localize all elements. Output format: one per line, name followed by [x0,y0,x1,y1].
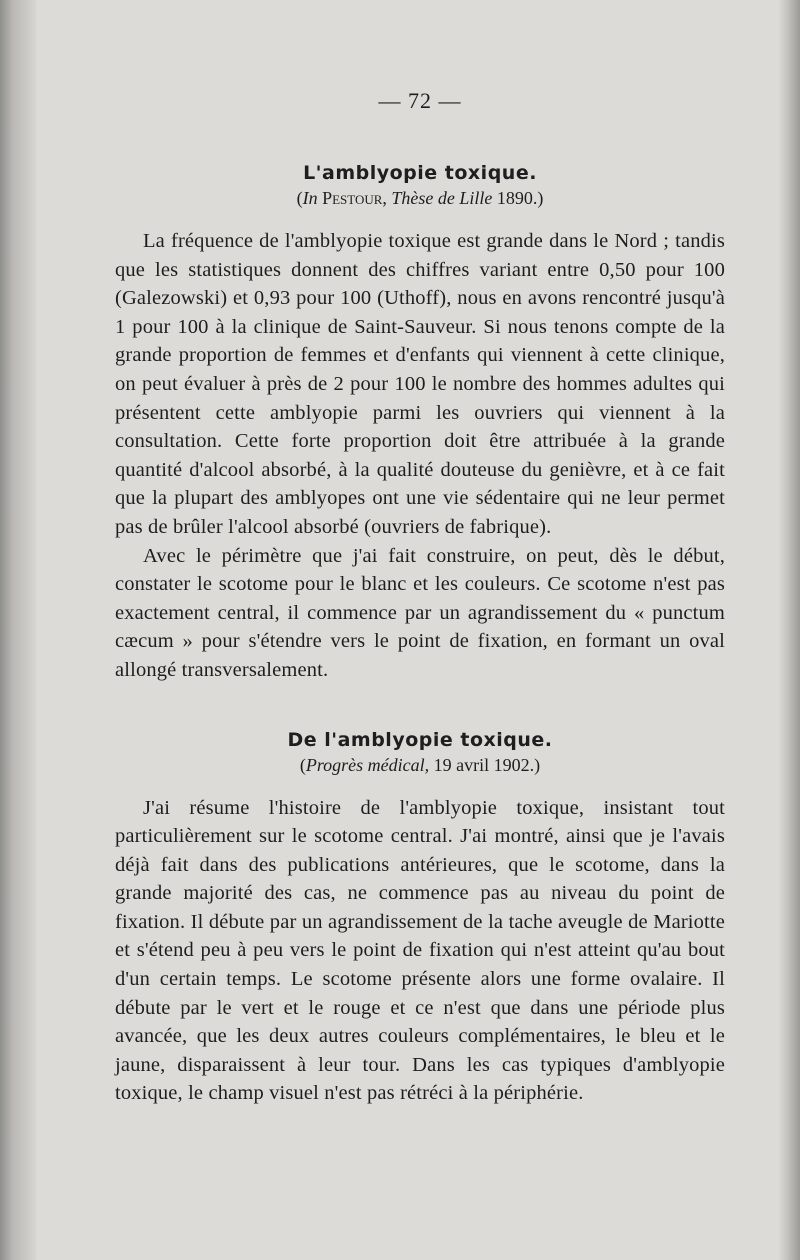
source-prefix: In [302,188,318,208]
section-amblyopie-toxique-1902 [115,729,725,1109]
source-author: Pestour, [322,188,387,208]
paragraph: J'ai résume l'histoire de l'amblyopie toxique, insistant tout particulièrement sur le scotome central. J'ai montré, ainsi que je l'avais déjà fait dans des publications antérieures, que le scotome, dans la grande majorité des cas, ne commence pas au niveau du point de fixation. Il débute par un agrandissement de la tache aveugle de Mariotte et s'étend peu à peu vers le point de fixation qui n'est atteint qu'au bout d'un certain temps. Le scotome présente alors une forme ovalaire. Il débute par le vert et le rouge et ce n'est que dans une période plus avancée, que les deux autres couleurs complémentaires, le bleu et le jaune, disparaissent à leur tour. Dans les cas typiques d'amblyopie toxique, le champ visuel n'est pas rétréci à la périphérie. [115,796,725,1105]
paragraph: Avec le périmètre que j'ai fait construire, on peut, dès le début, constater le scotome pour le blanc et les couleurs. Ce scotome n'est pas exactement central, il commence par un agrandissement du « punctum cæcum » pour s'étendre vers le point de fixation, en formant un oval allongé transversalement. [115,544,725,681]
section-source: (Progrès médical, 19 avril 1902.) [299,754,541,775]
binding-shadow [0,0,36,1260]
section-source: (In Pestour, Thèse de Lille 1890.) [296,188,544,208]
page-content [115,88,725,1108]
source-year: 1890. [496,188,538,208]
source-work: Progrès médical, [305,754,430,775]
source-work: Thèse de Lille [391,188,493,208]
section-title: L'amblyopie toxique. [303,162,537,184]
edge-shadow [778,0,800,1260]
page-number: — 72 — [378,88,462,113]
section-title: De l'amblyopie toxique. [287,728,553,751]
section-gap [115,685,725,729]
source-date: 19 avril 1902. [433,754,535,775]
section-amblyopie-toxique-1890 [115,162,725,685]
paragraph: La fréquence de l'amblyopie toxique est grande dans le Nord ; tandis que les statistiques donnent des chiffres variant entre 0,50 pour 100 (Galezowski) et 0,93 pour 100 (Uthoff), nous en avons rencontré jusqu'à 1 pour 100 à la clinique de Saint-Sauveur. Si nous tenons compte de la grande proportion de femmes et d'enfants qui viennent à cette clinique, on peut évaluer à près de 2 pour 100 le nombre des hommes adultes qui présentent cette amblyopie parmi les ouvriers qui viennent à la consultation. Cette forte proportion doit être attribuée à la grande quantité d'alcool absorbé, à la qualité douteuse du genièvre, et à ce fait que la plupart des amblyopes ont une vie sédentaire qui ne leur permet pas de brûler l'alcool absorbé (ouvriers de fabrique). [115,230,725,538]
